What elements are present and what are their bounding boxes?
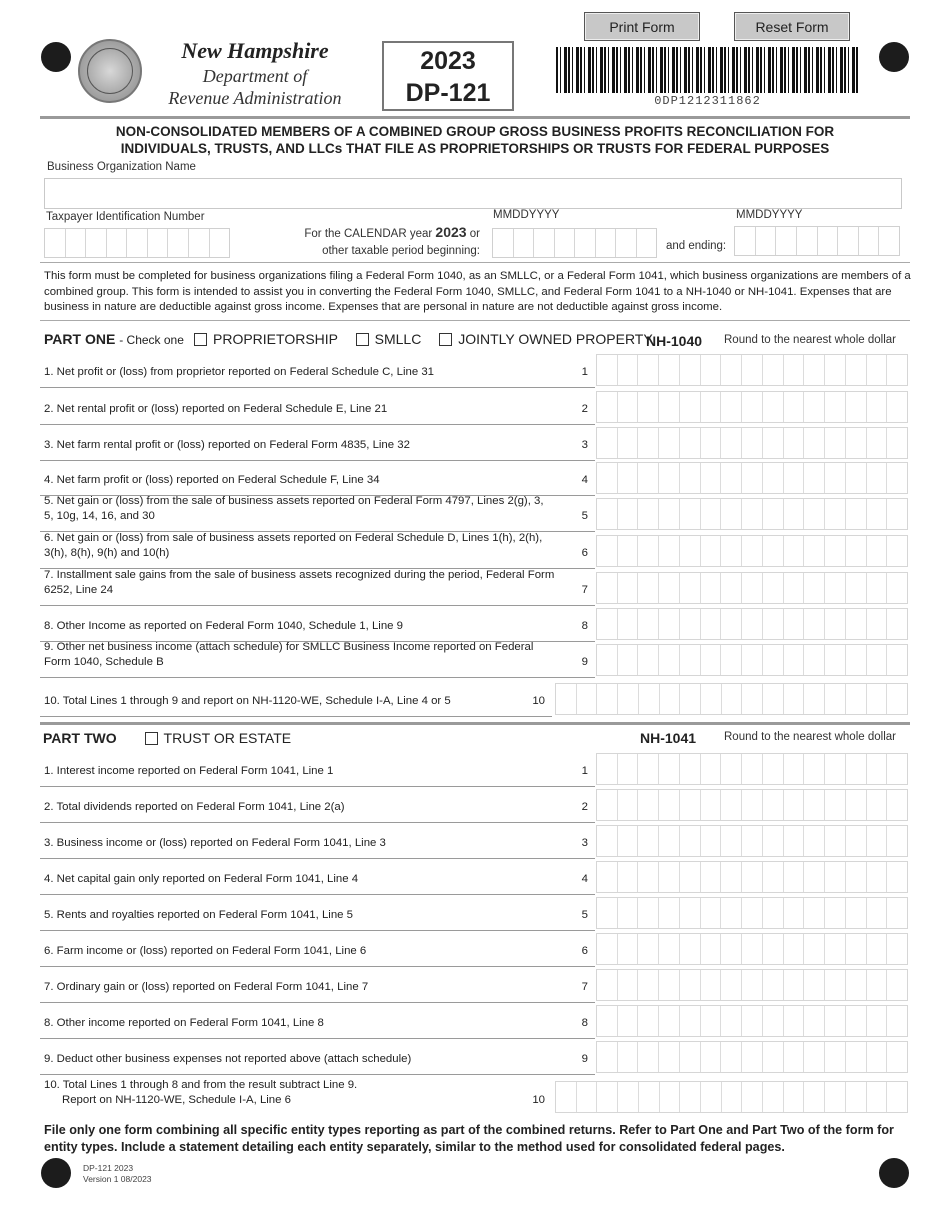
part-two-line-7	[40, 967, 595, 1003]
part-one-line-number: 5	[581, 510, 588, 522]
part-two-line-text: 8. Other income reported on Federal Form 1041, Line 8	[44, 1017, 324, 1029]
part-two-line-text: 7. Ordinary gain or (loss) reported on Federal Form 1041, Line 7	[44, 981, 369, 993]
part-one-line-text: 7. Installment sale gains from the sale of business assets recognized during the period, Federal Form 6252, Line 24	[44, 569, 555, 596]
part-one-form-ref: NH-1040	[646, 333, 703, 349]
part-one-amount-input-4[interactable]	[596, 462, 908, 494]
part-one-line-6	[40, 532, 595, 569]
part-two-line-9	[40, 1039, 595, 1075]
part-two-amount-input-5[interactable]	[596, 897, 908, 929]
part-two-line-number: 6	[581, 945, 588, 957]
part-one-line-2	[40, 389, 595, 425]
trust-or-estate-checkbox[interactable]	[145, 732, 158, 745]
part-two-amount-input-3[interactable]	[596, 825, 908, 857]
registration-mark-bottom-right	[879, 1158, 909, 1188]
part-one-line-text: 2. Net rental profit or (loss) reported on Federal Schedule E, Line 21	[44, 403, 388, 415]
part-one-line-text: 3. Net farm rental profit or (loss) reported on Federal Form 4835, Line 32	[44, 439, 410, 451]
part-two-round-note: Round to the nearest whole dollar	[724, 731, 896, 743]
calendar-text-a: For the CALENDAR year	[304, 228, 433, 240]
part-one-line-4	[40, 461, 595, 496]
part-two-title: PART TWO	[43, 730, 117, 746]
part-one-line-text: 4. Net farm profit or (loss) reported on Federal Schedule F, Line 34	[44, 474, 380, 486]
part-two-rule	[40, 722, 910, 725]
part-two-total-line1: 10. Total Lines 1 through 8 and from the result subtract Line 9.	[44, 1079, 358, 1091]
part-two-line-number: 1	[581, 765, 588, 777]
part-two-amount-input-7[interactable]	[596, 969, 908, 1001]
part-two-line-4	[40, 859, 595, 895]
part-two-line-number: 2	[581, 801, 588, 813]
jointly-owned-checkbox[interactable]	[439, 333, 452, 346]
part-two-total-line2: Report on NH-1120-WE, Schedule I-A, Line 6	[62, 1094, 291, 1106]
part-one-check-one: - Check one	[119, 333, 184, 347]
part-one-line-5	[40, 496, 595, 532]
jointly-owned-label: JOINTLY OWNED PROPERTY	[458, 331, 653, 347]
form-id-box	[382, 41, 514, 111]
org-name-label: Business Organization Name	[47, 161, 196, 173]
part-one-line-number: 4	[581, 474, 588, 486]
part-two-total-text	[44, 1078, 512, 1108]
part-one-line-7	[40, 569, 595, 606]
intro-text: This form must be completed for business organizations filing a Federal Form 1040, as an SMLLC, or a Federal Form 1041, which business organizations are members of a combined group. This form is intended to assist you in converting the Federal Form 1040, SMLLC, and Federal Form 1041 to a NH-1040 or NH-1041. Expenses that are business in nature are deductible against gross income. Expenses that are personal in nature are not deductible against gross income.	[44, 270, 911, 313]
form-title	[40, 123, 910, 157]
begin-date-input[interactable]	[492, 228, 657, 258]
smllc-checkbox[interactable]	[356, 333, 369, 346]
calendar-year: 2023	[435, 224, 467, 240]
footer-form-code: DP-121 2023	[83, 1163, 134, 1173]
part-two-line-5	[40, 895, 595, 931]
part-two-amount-input-8[interactable]	[596, 1005, 908, 1037]
part-two-line-text: 2. Total dividends reported on Federal Form 1041, Line 2(a)	[44, 801, 345, 813]
part-two-amount-input-4[interactable]	[596, 861, 908, 893]
part-one-line-9	[40, 642, 595, 678]
form-title-line2: INDIVIDUALS, TRUSTS, AND LLCs THAT FILE AS PROPRIETORSHIPS OR TRUSTS FOR FEDERAL PURPOSES	[120, 141, 830, 156]
part-one-title: PART ONE	[44, 331, 116, 347]
part-two-line-text: 9. Deduct other business expenses not reported above (attach schedule)	[44, 1053, 412, 1065]
header-rule	[40, 116, 910, 119]
part-two-form-ref: NH-1041	[640, 730, 697, 746]
part-one-line-text: 8. Other Income as reported on Federal Form 1040, Schedule 1, Line 9	[44, 620, 404, 632]
part-two-total-amount[interactable]	[555, 1081, 908, 1113]
form-id: DP-121	[405, 79, 491, 107]
part-two-amount-input-6[interactable]	[596, 933, 908, 965]
footer-version: Version 1 08/2023	[83, 1174, 152, 1184]
agency-name: New Hampshire	[181, 38, 329, 63]
part-one-options	[192, 331, 653, 347]
begin-date-format: MMDDYYYY	[493, 209, 560, 221]
reset-form-button[interactable]: Reset Form	[734, 12, 850, 41]
tin-label: Taxpayer Identification Number	[46, 211, 205, 223]
part-one-line-text: 6. Net gain or (loss) from sale of business assets reported on Federal Schedule D, Lines 1(h), 2(h), 3(h), 8(h), 9(h) and 10(h)	[44, 532, 543, 559]
calendar-text-c: other taxable period beginning:	[322, 245, 480, 257]
part-two-line-number: 7	[581, 981, 588, 993]
tin-input[interactable]	[44, 228, 230, 258]
part-one-round-note: Round to the nearest whole dollar	[724, 334, 896, 346]
part-one-line-number: 6	[581, 547, 588, 559]
part-one-line-text: 1. Net profit or (loss) from proprietor reported on Federal Schedule C, Line 31	[44, 366, 435, 378]
part-one-total-number: 10	[532, 695, 545, 707]
part-one-line-8	[40, 606, 595, 642]
part-two-line-text: 6. Farm income or (loss) reported on Federal Form 1041, Line 6	[44, 945, 367, 957]
part-two-line-number: 8	[581, 1017, 588, 1029]
part-two-line-text: 1. Interest income reported on Federal Form 1041, Line 1	[44, 765, 334, 777]
part-one-line-3	[40, 425, 595, 461]
footer-note: File only one form combining all specific entity types reporting as part of the combined returns. Refer to Part One and Part Two of the form for entity types. Include a statement detailing each entity separately, similar to the method used for consolidated federal pages.	[44, 1123, 894, 1154]
proprietorship-label: PROPRIETORSHIP	[213, 331, 338, 347]
part-one-amount-input-7[interactable]	[596, 572, 908, 604]
proprietorship-checkbox[interactable]	[194, 333, 207, 346]
registration-mark-bottom-left	[41, 1158, 71, 1188]
part-one-line-number: 1	[581, 366, 588, 378]
part-two-line-1	[40, 751, 595, 787]
part-one-line-text: 9. Other net business income (attach schedule) for SMLLC Business Income reported on Federal Form 1040, Schedule B	[44, 641, 534, 668]
part-two-total-number: 10	[532, 1094, 545, 1106]
barcode-image	[556, 47, 859, 93]
agency-department: Department of	[202, 66, 308, 86]
calendar-text-b: or	[469, 228, 480, 240]
part-two-line-8	[40, 1003, 595, 1039]
part-two-total-row	[40, 1078, 552, 1115]
trust-or-estate-label: TRUST OR ESTATE	[163, 730, 292, 746]
part-one-total-row	[40, 680, 552, 717]
print-form-button[interactable]: Print Form	[584, 12, 700, 41]
part-one-amount-input-1[interactable]	[596, 354, 908, 386]
part-two-line-number: 5	[581, 909, 588, 921]
part-one-amount-input-9[interactable]	[596, 644, 908, 676]
identity-separator	[40, 262, 910, 263]
end-date-input[interactable]	[734, 226, 900, 256]
part-one-line-number: 3	[581, 439, 588, 451]
part-two-line-text: 4. Net capital gain only reported on Federal Form 1041, Line 4	[44, 873, 359, 885]
part-one-amount-input-2[interactable]	[596, 391, 908, 423]
part-one-header	[44, 331, 184, 347]
part-one-line-number: 2	[581, 403, 588, 415]
form-year: 2023	[420, 47, 476, 75]
part-one-line-number: 8	[581, 620, 588, 632]
part-two-amount-input-9[interactable]	[596, 1041, 908, 1073]
form-title-line1: NON-CONSOLIDATED MEMBERS OF A COMBINED GROUP GROSS BUSINESS PROFITS RECONCILIATION FOR	[115, 124, 835, 139]
registration-mark-top-right	[879, 42, 909, 72]
part-one-amount-input-5[interactable]	[596, 498, 908, 530]
part-two-header	[43, 730, 291, 746]
part-two-line-number: 3	[581, 837, 588, 849]
calendar-year-text	[290, 224, 480, 260]
part-two-line-6	[40, 931, 595, 967]
part-two-amount-input-1[interactable]	[596, 753, 908, 785]
part-one-amount-input-6[interactable]	[596, 535, 908, 567]
and-ending-label: and ending:	[666, 240, 727, 252]
state-seal-icon	[78, 39, 142, 103]
part-one-amount-input-8[interactable]	[596, 608, 908, 640]
part-one-amount-input-3[interactable]	[596, 427, 908, 459]
org-name-input[interactable]	[44, 178, 902, 209]
part-two-line-text: 5. Rents and royalties reported on Federal Form 1041, Line 5	[44, 909, 353, 921]
part-one-line-1	[40, 352, 595, 388]
part-two-line-number: 4	[581, 873, 588, 885]
part-two-amount-input-2[interactable]	[596, 789, 908, 821]
registration-mark-top-left	[41, 42, 71, 72]
part-one-line-text: 5. Net gain or (loss) from the sale of business assets reported on Federal Form 4797, Lines 2(g), 3, 5, 10g, 14, 16, and 30	[44, 495, 544, 522]
end-date-format: MMDDYYYY	[736, 209, 803, 221]
part-one-line-number: 9	[581, 656, 588, 668]
part-two-line-2	[40, 787, 595, 823]
part-two-line-3	[40, 823, 595, 859]
intro-separator	[40, 320, 910, 321]
part-two-line-number: 9	[581, 1053, 588, 1065]
part-one-total-amount[interactable]	[555, 683, 908, 715]
smllc-label: SMLLC	[374, 331, 422, 347]
part-two-line-text: 3. Business income or (loss) reported on Federal Form 1041, Line 3	[44, 837, 386, 849]
part-one-total-text: 10. Total Lines 1 through 9 and report on NH-1120-WE, Schedule I-A, Line 4 or 5	[44, 695, 451, 707]
part-one-line-number: 7	[581, 584, 588, 596]
agency-division: Revenue Administration	[168, 88, 342, 108]
barcode-number: 0DP1212311862	[654, 94, 761, 108]
